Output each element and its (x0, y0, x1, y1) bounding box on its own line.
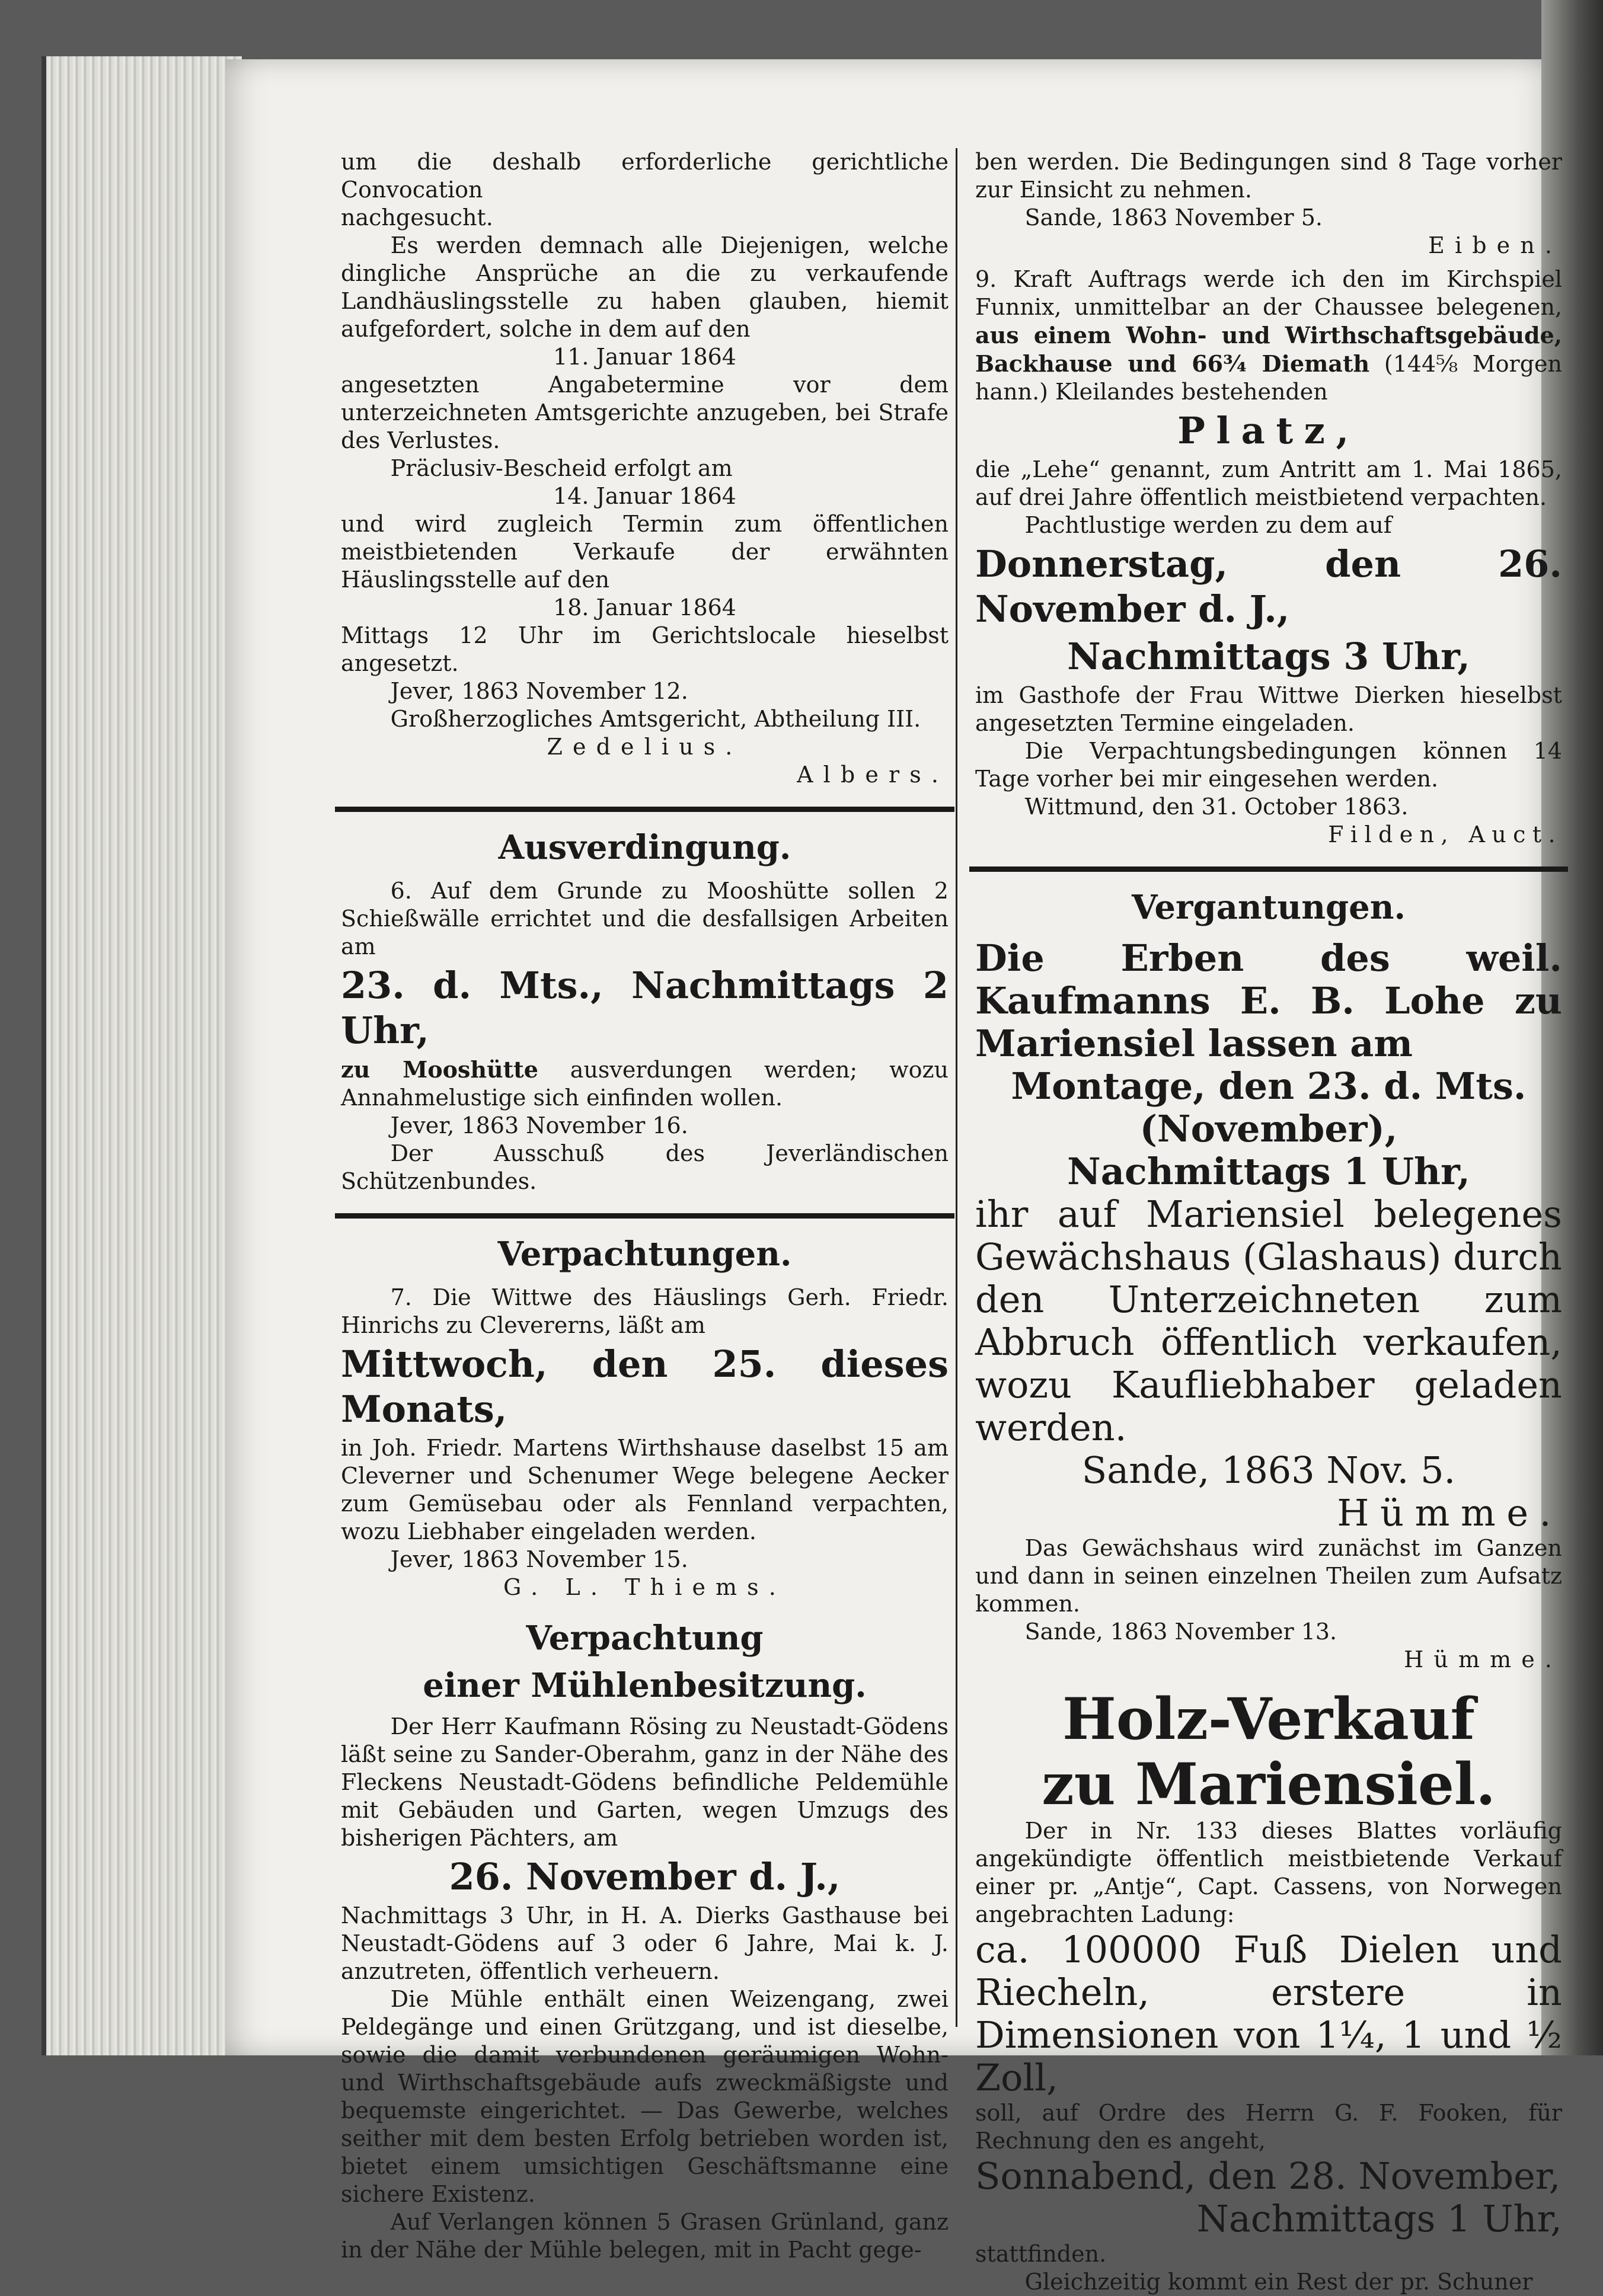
place-date: Jever, 1863 November 12. (390, 678, 688, 704)
announcement-body: ihr auf Mariensiel belegenes Gewächshaus (Glashaus) durch den Unterzeichneten zum Abbruch öffentlich verkaufen, wozu Kaufliebhaber geladen werden. (975, 1192, 1562, 1449)
signature: Filden, Auct. (1328, 821, 1562, 848)
column-divider (956, 148, 957, 2027)
section-heading: zu Mariensiel. (1042, 1751, 1496, 1818)
section-heading: Verpachtung (526, 1619, 764, 1658)
text-span: 9. Kraft Auftrags werde ich den im Kirchspiel Funnix, unmittelbar an der Chaussee belegenen, (975, 266, 1562, 320)
date-headline: (November), (1139, 1107, 1398, 1150)
signature: Eiben. (1428, 232, 1562, 258)
paragraph: Präclusiv-Bescheid erfolgt am (390, 455, 733, 481)
paragraph: ben werden. Die Bedingungen sind 8 Tage vorher zur Einsicht zu nehmen. (975, 149, 1562, 203)
section-rule (335, 1213, 954, 1219)
section-heading: Vergantungen. (1132, 888, 1406, 927)
paragraph: Die Mühle enthält einen Weizengang, zwei Peldegänge und einen Grützgang, und ist dieselbe, sowie die damit verbundenen geräumigen Wohn- und Wirthschaftsgebäude aufs zweckmäßigste und bequemste eingerichtet. — Das Gewerbe, welches seither mit dem besten Erfolg betrieben worden ist, bietet einem umsichtigen Geschäftsmanne eine sichere Existenz. (341, 1986, 949, 2207)
date-headline: Nachmittags 1 Uhr, (1196, 2197, 1562, 2240)
announcement-headline: Die Erben des weil. Kaufmanns E. B. Lohe zu Mariensiel lassen am (975, 936, 1562, 1065)
bold-place: zu Mooshütte (341, 1056, 538, 1083)
paragraph: Gleichzeitig kommt ein Rest der pr. Schuner (1024, 2269, 1533, 2295)
paragraph: und wird zugleich Termin zum öffentlichen meistbietenden Verkaufe der erwähnten Häuslingsstelle auf den (341, 511, 949, 593)
place-date: Sande, 1863 November 13. (1024, 1619, 1337, 1645)
paragraph: Das Gewächshaus wird zunächst im Ganzen und dann in seinen einzelnen Theilen zum Aufsatz kommen. (975, 1535, 1562, 1617)
place-date: Jever, 1863 November 16. (390, 1112, 688, 1139)
section-heading: Holz-Verkauf (1062, 1686, 1475, 1753)
text-span: (144⅝ Morgen hann.) Kleilandes bestehenden (975, 351, 1562, 405)
paragraph (975, 266, 1562, 406)
paragraph: Es werden demnach alle Diejenigen, welche dingliche Ansprüche an die zu verkaufende Landhäuslingsstelle zu haben glauben, hiemit aufgefordert, solche in dem auf den (341, 232, 949, 342)
date-headline: Nachmittags 1 Uhr, (1067, 1150, 1470, 1193)
signature: Hümme. (1337, 1491, 1562, 1534)
paragraph: im Gasthofe der Frau Wittwe Dierken hieselbst angesetzten Termine eingeladen. (975, 682, 1562, 736)
date-line: 18. Januar 1864 (553, 594, 736, 621)
section-heading: einer Mühlenbesitzung. (423, 1666, 867, 1705)
paragraph: in Joh. Friedr. Martens Wirthshause daselbst 15 am Cleverner und Schenumer Wege belegene Aecker zum Gemüsebau oder als Fennland verpachten, wozu Liebhaber eingeladen werden. (341, 1435, 949, 1544)
court-name: Großherzogliches Amtsgericht, Abtheilung III. (390, 706, 921, 732)
book-page-edges (41, 56, 242, 2055)
text-line: um die deshalb erforderliche gerichtliche Convocation (341, 149, 949, 203)
date-headline: Donnerstag, den 26. November d. J., (975, 542, 1562, 631)
place-date: Sande, 1863 Nov. 5. (1081, 1448, 1456, 1492)
date-headline: Platz, (1177, 409, 1360, 452)
paragraph: stattfinden. (975, 2241, 1107, 2267)
paragraph: angesetzten Angabetermine vor dem unterzeichneten Amtsgerichte anzugeben, bei Strafe des Verlustes. (341, 372, 949, 453)
paragraph: Auf Verlangen können 5 Grasen Grünland, ganz in der Nähe der Mühle belegen, mit in Pacht gege- (341, 2209, 949, 2263)
date-headline: 26. November d. J., (449, 1855, 841, 1898)
paragraph: Nachmittags 3 Uhr, in H. A. Dierks Gasthause bei Neustadt-Gödens auf 3 oder 6 Jahre, Mai k. J. anzutreten, öffentlich verheuern. (341, 1902, 949, 1984)
paragraph: Der in Nr. 133 dieses Blattes vorläufig angekündigte öffentlich meistbietende Verkauf einer pr. „Antje“, Capt. Cassens, von Norwegen angebrachten Ladung: (975, 1818, 1562, 1927)
announcement-body: ca. 100000 Fuß Dielen und Riecheln, erstere in Dimensionen von 1¼, 1 und ½ Zoll, (975, 1928, 1562, 2099)
date-headline: Montage, den 23. d. Mts. (1011, 1064, 1527, 1108)
signature: Der Ausschuß des Jeverländischen Schützenbundes. (341, 1140, 949, 1194)
section-rule (335, 807, 954, 812)
paragraph: 7. Die Wittwe des Häuslings Gerh. Friedr. Hinrichs zu Clevererns, läßt am (341, 1284, 949, 1338)
paragraph: 6. Auf dem Grunde zu Mooshütte sollen 2 Schießwälle errichtet und die desfallsigen Arbeiten am (341, 878, 949, 960)
paragraph (341, 1056, 949, 1112)
section-rule (969, 866, 1568, 872)
left-column (341, 148, 949, 2264)
paragraph: Pachtlustige werden zu dem auf (1024, 512, 1392, 538)
paragraph: soll, auf Ordre des Herrn G. F. Fooken, für Rechnung den es angeht, (975, 2100, 1562, 2154)
place-date: Jever, 1863 November 15. (390, 1546, 688, 1572)
signature: Albers. (797, 762, 949, 788)
paragraph: Mittags 12 Uhr im Gerichtslocale hieselbst angesetzt. (341, 622, 949, 676)
date-line: 14. Januar 1864 (553, 483, 736, 509)
signature: Zedelius. (547, 734, 743, 760)
paragraph: Die Verpachtungsbedingungen können 14 Tage vorher bei mir eingesehen werden. (975, 738, 1562, 792)
date-headline: Mittwoch, den 25. dieses Monats, (341, 1342, 949, 1431)
bold-span: aus einem Wohn- und Wirthschaftsgebäude, Backhause und 66¾ Diemath (975, 322, 1562, 377)
paragraph: die „Lehe“ genannt, zum Antritt am 1. Mai 1865, auf drei Jahre öffentlich meistbietend verpachten. (975, 456, 1562, 510)
date-headline: Nachmittags 3 Uhr, (1067, 635, 1470, 678)
right-column (975, 148, 1562, 2296)
place-date: Wittmund, den 31. October 1863. (1024, 794, 1409, 820)
paragraph: Der Herr Kaufmann Rösing zu Neustadt-Gödens läßt seine zu Sander-Oberahm, ganz in der Nähe des Fleckens Neustadt-Gödens befindliche Peldemühle mit Gebäuden und Garten, wegen Umzugs des bisherigen Pächters, am (341, 1713, 949, 1851)
date-headline: Sonnabend, den 28. November, (975, 2154, 1561, 2198)
signature: G. L. Thiems. (503, 1574, 786, 1600)
signature: Hümme. (1404, 1646, 1562, 1673)
date-headline: 23. d. Mts., Nachmittags 2 Uhr, (341, 964, 949, 1052)
section-heading: Verpachtungen. (497, 1235, 792, 1274)
place-date: Sande, 1863 November 5. (1024, 204, 1323, 231)
date-line: 11. Januar 1864 (553, 344, 736, 370)
text-line: nachgesucht. (341, 204, 493, 231)
text-span: ausverdungen werden; wozu Annahmelustige sich einfinden wollen. (341, 1057, 949, 1111)
section-heading: Ausverdingung. (498, 828, 791, 867)
